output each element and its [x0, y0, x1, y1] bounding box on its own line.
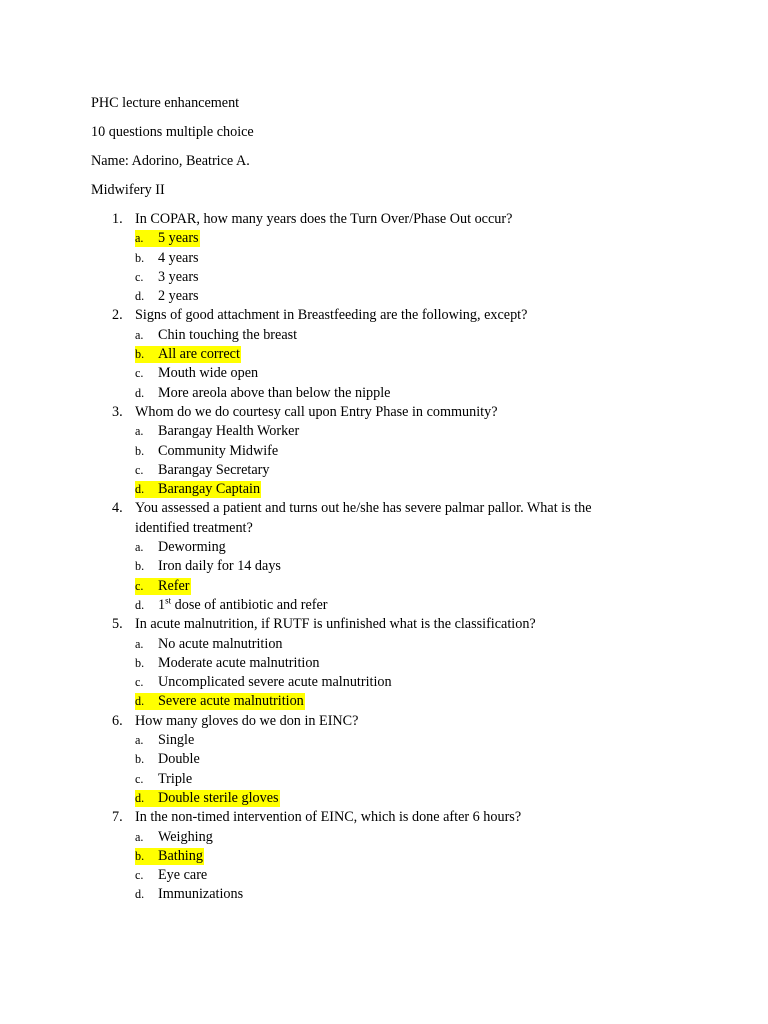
- option-label: Iron daily for 14 days: [158, 558, 281, 575]
- question-number: 5.: [112, 616, 123, 633]
- answer-option: [0, 673, 768, 692]
- highlighted-answer: [135, 578, 191, 595]
- answer-option: [0, 731, 768, 750]
- option-letter: b.: [135, 848, 145, 863]
- option-label: Mouth wide open: [158, 365, 259, 382]
- option-label: Refer: [158, 577, 190, 594]
- option-letter: b.: [135, 443, 145, 458]
- option-label: 3 years: [158, 268, 199, 285]
- question-item: [0, 712, 768, 808]
- option-label: Double sterile gloves: [158, 789, 279, 806]
- option-label: Barangay Secretary: [158, 461, 270, 478]
- highlighted-answer: [135, 693, 305, 710]
- answer-option: [0, 480, 768, 499]
- ordinal-suffix: st: [165, 595, 172, 606]
- option-label-rest: dose of antibiotic and refer: [171, 596, 328, 613]
- question-number: 6.: [112, 712, 123, 729]
- option-letter: a.: [135, 424, 144, 439]
- question-text: How many gloves do we don in EINC?: [135, 712, 359, 729]
- option-letter: a.: [135, 733, 144, 748]
- option-label: Barangay Captain: [158, 481, 261, 498]
- quiz-description: 10 questions multiple choice: [91, 124, 254, 140]
- option-letter: d.: [135, 385, 145, 400]
- answer-option: [0, 866, 768, 885]
- answer-option: [0, 577, 768, 596]
- answer-option: [0, 692, 768, 711]
- option-letter: a.: [135, 829, 144, 844]
- option-label: Weighing: [158, 828, 213, 845]
- option-label: Uncomplicated severe acute malnutrition: [158, 674, 392, 691]
- option-letter: d.: [135, 289, 145, 304]
- option-letter: c.: [135, 366, 144, 381]
- highlighted-answer: [135, 346, 241, 363]
- answer-option: [0, 557, 768, 576]
- question-item: [0, 808, 768, 904]
- answer-option: [0, 885, 768, 904]
- ordinal-number: 1: [158, 596, 166, 613]
- option-letter: b.: [135, 559, 145, 574]
- option-label: 4 years: [158, 249, 199, 266]
- option-label: Moderate acute malnutrition: [158, 654, 320, 671]
- option-letter: d.: [135, 790, 145, 805]
- option-letter: b.: [135, 752, 145, 767]
- question-text: Signs of good attachment in Breastfeeding are the following, except?: [135, 307, 528, 324]
- answer-option: [0, 287, 768, 306]
- option-letter: d.: [135, 694, 145, 709]
- question-item: [0, 403, 768, 499]
- option-letter: d.: [135, 482, 145, 497]
- option-letter: a.: [135, 231, 144, 246]
- question-text-line-2: identified treatment?: [135, 519, 253, 536]
- answer-option: [0, 596, 768, 615]
- question-number: 3.: [112, 403, 123, 420]
- option-letter: b.: [135, 347, 145, 362]
- question-item: [0, 499, 768, 615]
- question-number: 1.: [112, 211, 123, 227]
- option-label: All are correct: [158, 346, 240, 363]
- document-title: PHC lecture enhancement: [91, 95, 240, 111]
- option-label: Eye care: [158, 867, 208, 884]
- answer-option: [0, 789, 768, 808]
- option-label: Community Midwife: [158, 442, 279, 459]
- question-number: 4.: [112, 500, 123, 517]
- question-list: [0, 210, 768, 905]
- option-label: Chin touching the breast: [158, 326, 298, 343]
- option-letter: a.: [135, 636, 144, 651]
- question-text: Whom do we do courtesy call upon Entry Phase in community?: [135, 403, 498, 420]
- option-label: Bathing: [158, 847, 203, 864]
- option-letter: d.: [135, 597, 145, 612]
- answer-option: [0, 326, 768, 345]
- answer-option: [0, 750, 768, 769]
- highlighted-answer: [135, 848, 204, 865]
- highlighted-answer: [135, 790, 280, 807]
- option-letter: b.: [135, 250, 145, 265]
- option-label: 5 years: [158, 230, 199, 247]
- answer-option: [0, 229, 768, 248]
- answer-option: [0, 364, 768, 383]
- highlighted-answer: [135, 230, 200, 247]
- option-letter: b.: [135, 655, 145, 670]
- answer-option: [0, 770, 768, 789]
- answer-option: [0, 442, 768, 461]
- option-label: Triple: [158, 770, 193, 787]
- option-label: Severe acute malnutrition: [158, 693, 304, 710]
- option-label: Barangay Health Worker: [158, 423, 300, 440]
- question-item: [0, 210, 768, 306]
- answer-option: [0, 384, 768, 403]
- option-label: Immunizations: [158, 886, 244, 903]
- question-number: 2.: [112, 307, 123, 324]
- answer-option: [0, 268, 768, 287]
- option-letter: a.: [135, 327, 144, 342]
- answer-option: [0, 828, 768, 847]
- option-label: More areola above than below the nipple: [158, 384, 391, 401]
- question-text-line-1: You assessed a patient and turns out he/she has severe palmar pallor. What is the: [135, 500, 592, 517]
- option-label: Single: [158, 732, 195, 749]
- answer-option: [0, 461, 768, 480]
- question-item: [0, 306, 768, 402]
- answer-option: [0, 422, 768, 441]
- question-text: In acute malnutrition, if RUTF is unfinished what is the classification?: [135, 616, 536, 633]
- option-letter: c.: [135, 578, 144, 593]
- question-text: In COPAR, how many years does the Turn Over/Phase Out occur?: [135, 211, 513, 227]
- option-label: Deworming: [158, 539, 226, 556]
- answer-option: [0, 847, 768, 866]
- option-letter: a.: [135, 540, 144, 555]
- highlighted-answer: [135, 481, 261, 498]
- option-letter: c.: [135, 675, 144, 690]
- option-letter: c.: [135, 269, 144, 284]
- answer-option: [0, 654, 768, 673]
- student-name: Name: Adorino, Beatrice A.: [91, 153, 250, 169]
- option-letter: d.: [135, 887, 145, 902]
- answer-option: [0, 538, 768, 557]
- option-label: 2 years: [158, 288, 199, 305]
- option-label: Double: [158, 751, 200, 768]
- option-letter: c.: [135, 868, 144, 883]
- answer-option: [0, 249, 768, 268]
- answer-option: [0, 345, 768, 364]
- course-label: Midwifery II: [91, 182, 165, 198]
- question-number: 7.: [112, 809, 123, 826]
- option-label: [158, 597, 328, 613]
- question-item: [0, 615, 768, 711]
- option-letter: c.: [135, 462, 144, 477]
- option-letter: c.: [135, 771, 144, 786]
- option-label: No acute malnutrition: [158, 635, 283, 652]
- question-text: In the non-timed intervention of EINC, which is done after 6 hours?: [135, 809, 522, 826]
- answer-option: [0, 635, 768, 654]
